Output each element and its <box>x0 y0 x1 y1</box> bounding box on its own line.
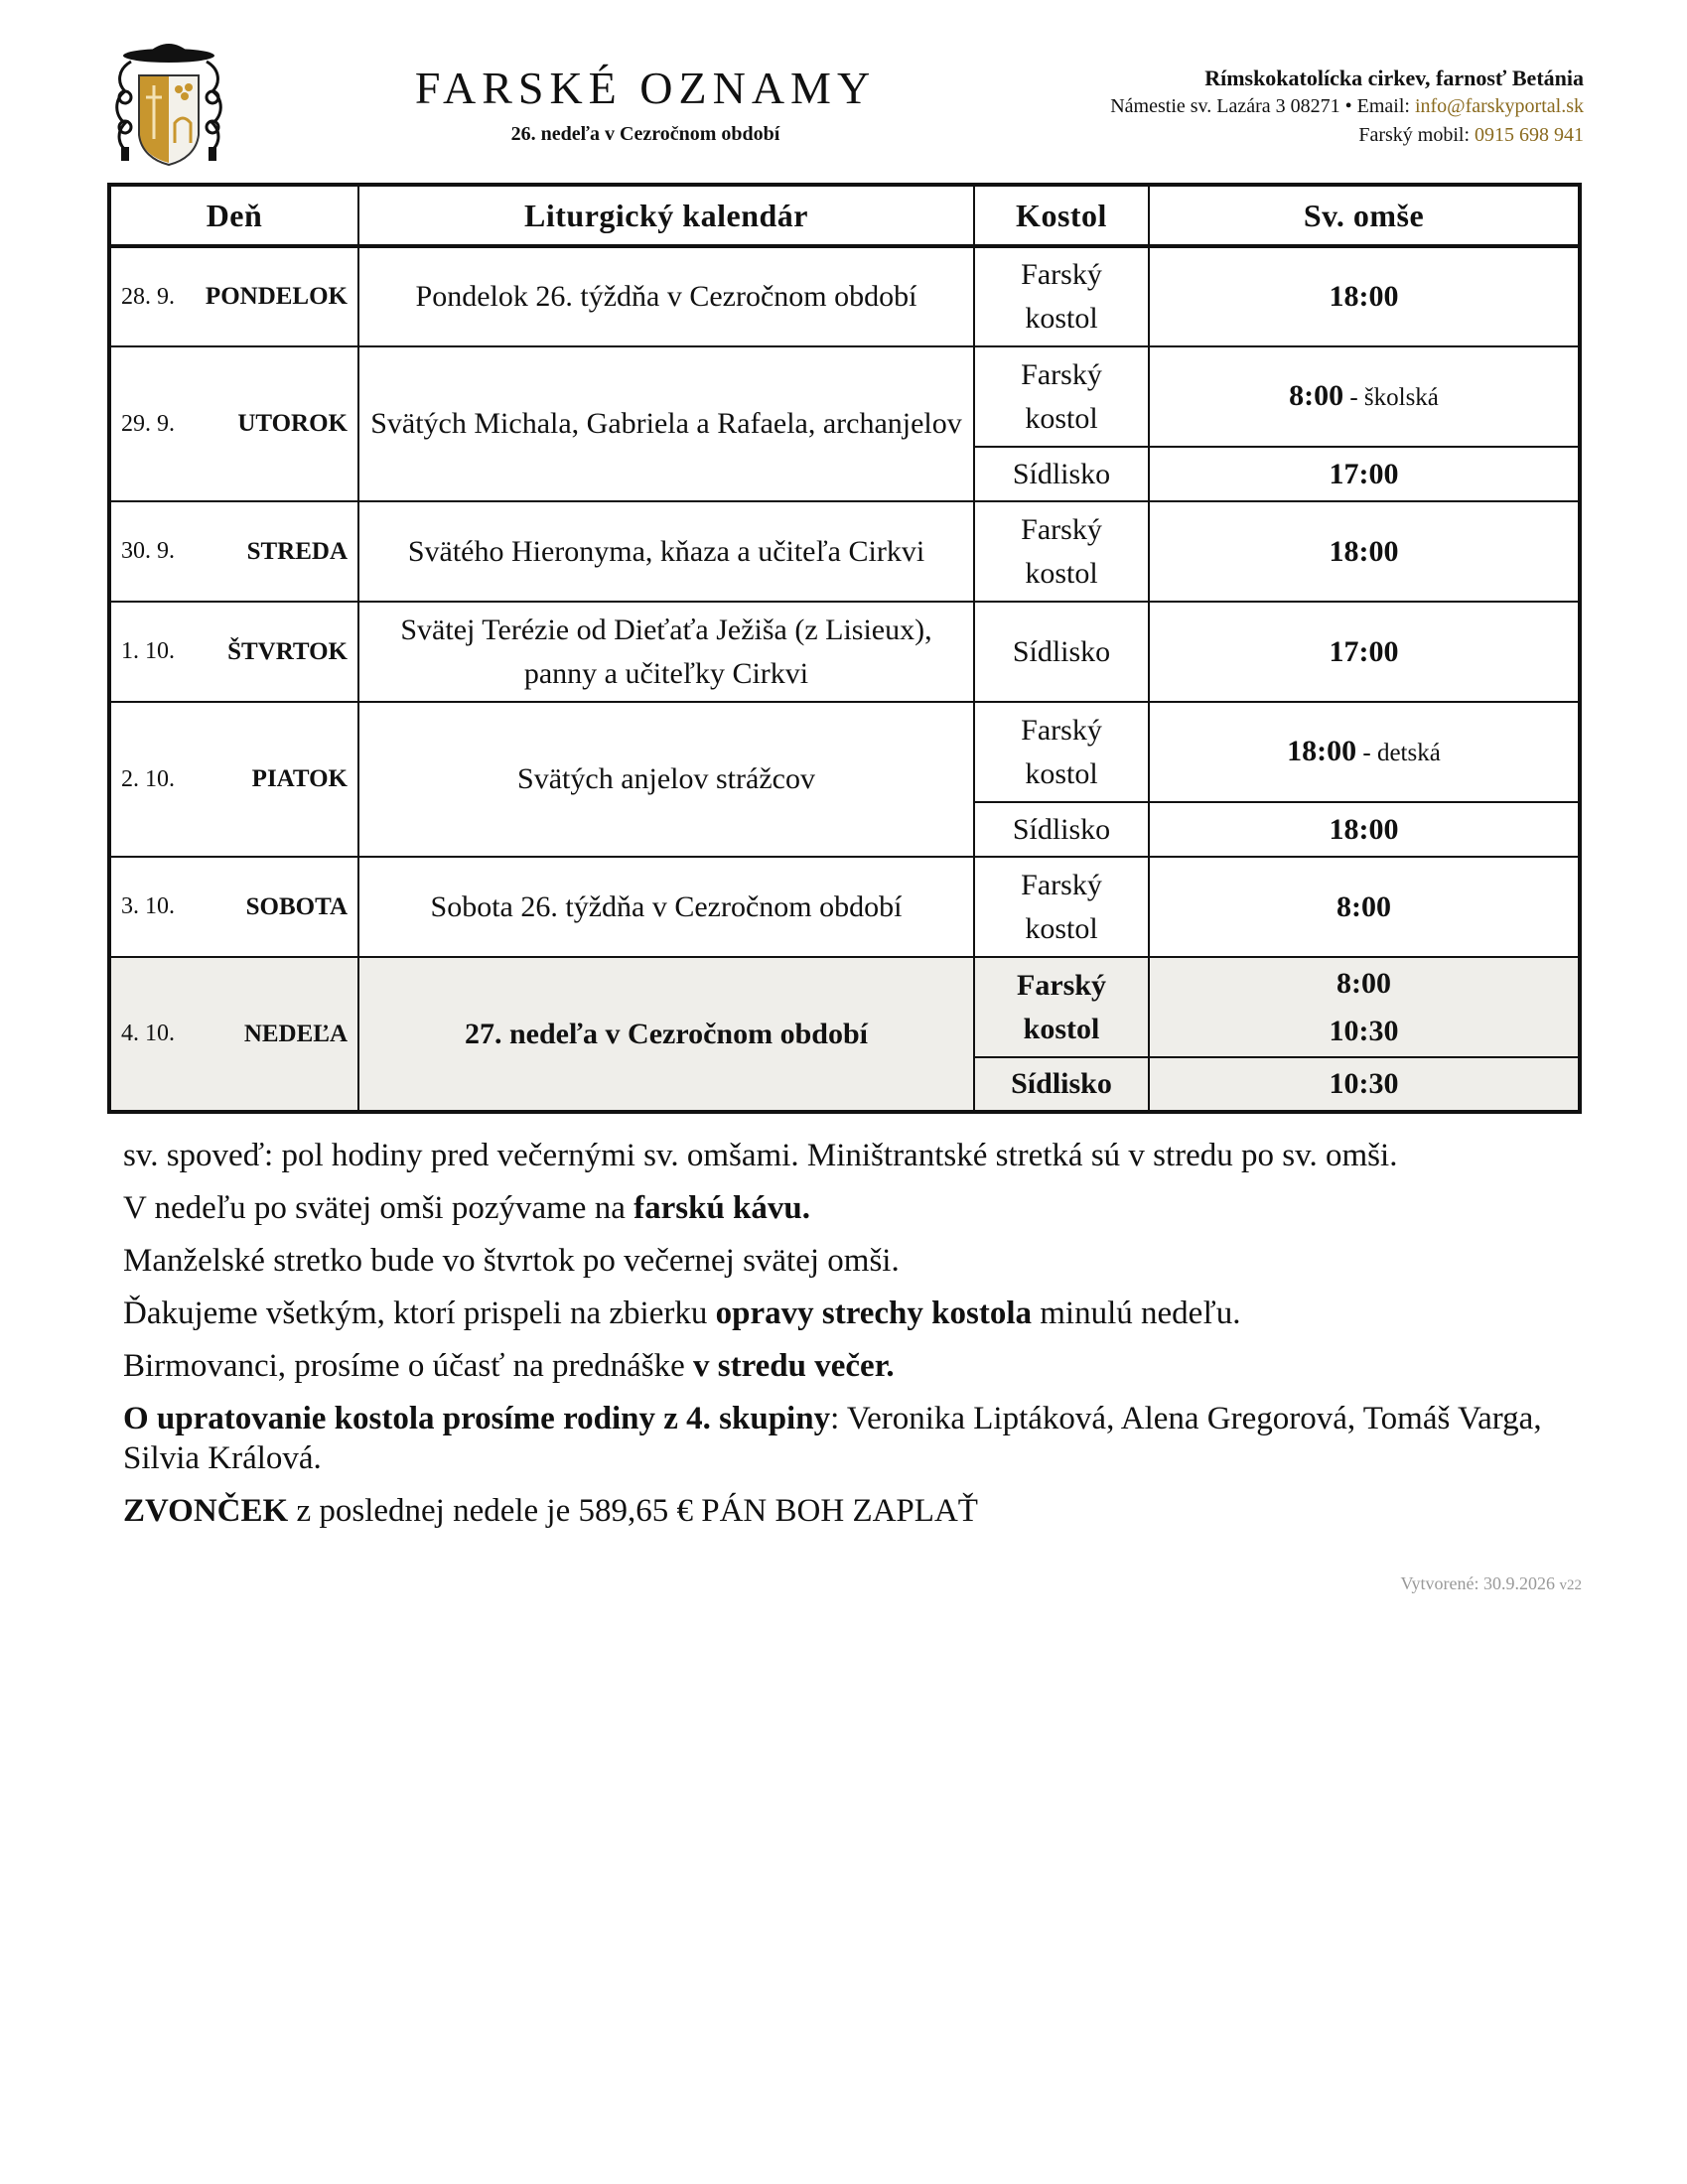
church-cell: Farský kostol <box>974 957 1149 1057</box>
page-title: FARSKÉ OZNAMY <box>414 63 877 113</box>
parish-info <box>1110 64 1584 150</box>
table-row <box>109 246 1580 346</box>
parish-mobile-line <box>1110 121 1584 150</box>
table-header-row <box>109 185 1580 246</box>
mass-time-cell <box>1149 957 1580 1057</box>
notice-text: minulú nedeľu. <box>1032 1296 1241 1331</box>
mass-time-cell <box>1149 857 1580 957</box>
parish-name: Rímskokatolícka cirkev, farnosť Betánia <box>1204 66 1584 90</box>
church-cell: Sídlisko <box>974 802 1149 857</box>
mass-time: 10:30 <box>1329 1067 1399 1100</box>
notice-highlight: opravy strechy kostola <box>715 1296 1032 1331</box>
parish-coat-of-arms-icon <box>103 40 234 171</box>
liturgy-cell: Svätej Terézie od Dieťaťa Ježiša (z Lisieux), panny a učiteľky Cirkvi <box>358 602 974 702</box>
table-row <box>109 702 1580 802</box>
mass-time-cell <box>1149 1057 1580 1112</box>
table-row <box>109 602 1580 702</box>
table-row <box>109 957 1580 1057</box>
notice-text: Birmovanci, prosíme o účasť na prednáške <box>123 1348 694 1384</box>
liturgy-cell: Svätého Hieronyma, kňaza a učiteľa Cirkvi <box>358 501 974 602</box>
mass-time: 8:00 <box>1336 966 1391 1000</box>
day-name: NEDEĽA <box>243 1020 348 1047</box>
day-date: 30. 9. <box>121 538 175 564</box>
mass-time: 8:00 <box>1336 889 1391 923</box>
mass-time: 18:00 <box>1329 534 1399 568</box>
notice-text: z poslednej nedele je 589,65 € PÁN BOH ZAPLAŤ <box>288 1493 978 1529</box>
mass-time: 18:00 <box>1329 812 1399 846</box>
day-cell <box>109 857 358 957</box>
church-cell: Farský kostol <box>974 702 1149 802</box>
day-name: PONDELOK <box>205 283 348 310</box>
version-label: v22 <box>1559 1577 1582 1593</box>
day-cell <box>109 246 358 346</box>
mass-time-cell <box>1149 346 1580 447</box>
header-masses: Sv. omše <box>1149 185 1580 246</box>
church-cell: Farský kostol <box>974 246 1149 346</box>
day-date: 1. 10. <box>121 638 175 664</box>
liturgy-cell: Pondelok 26. týždňa v Cezročnom období <box>358 246 974 346</box>
day-cell <box>109 346 358 501</box>
day-date: 4. 10. <box>121 1021 175 1046</box>
notice-coffee <box>123 1188 1583 1228</box>
table-row <box>109 346 1580 447</box>
day-cell <box>109 702 358 857</box>
notice-text: V nedeľu po svätej omši pozývame na <box>123 1190 634 1226</box>
header-church: Kostol <box>974 185 1149 246</box>
church-cell: Sídlisko <box>974 447 1149 501</box>
created-footer <box>1401 1573 1582 1594</box>
day-cell <box>109 602 358 702</box>
mass-time: 8:00 <box>1289 378 1344 412</box>
notice-highlight: O upratovanie kostola prosíme rodiny z 4. skupiny <box>123 1401 831 1436</box>
day-date: 3. 10. <box>121 893 175 919</box>
church-cell: Sídlisko <box>974 602 1149 702</box>
mass-note: - detská <box>1356 739 1441 766</box>
mass-time-cell <box>1149 702 1580 802</box>
notice-confession: sv. spoveď: pol hodiny pred večernými sv. omšami. Miništrantské stretká sú v stredu po sv. omši. <box>123 1138 1398 1173</box>
notice-cleaning <box>123 1399 1583 1478</box>
page-subtitle: 26. nedeľa v Cezročnom období <box>510 123 780 145</box>
day-name: PIATOK <box>251 765 348 792</box>
day-date: 28. 9. <box>121 283 175 310</box>
mass-time-cell <box>1149 246 1580 346</box>
notice-confirmation <box>123 1346 1583 1386</box>
day-name: STREDA <box>246 537 348 565</box>
notice-highlight: ZVONČEK <box>123 1493 289 1529</box>
church-cell: Farský kostol <box>974 501 1149 602</box>
notice-highlight: v stredu večer. <box>693 1348 895 1384</box>
liturgy-cell: Svätých Michala, Gabriela a Rafaela, archanjelov <box>358 346 974 501</box>
mass-time: 17:00 <box>1329 457 1399 490</box>
announcements <box>123 1136 1583 1544</box>
notice-text: Ďakujeme všetkým, ktorí prispeli na zbierku <box>123 1296 716 1331</box>
mass-note: - školská <box>1343 383 1439 411</box>
email-link[interactable]: info@farskyportal.sk <box>1414 95 1584 117</box>
church-cell: Sídlisko <box>974 1057 1149 1112</box>
day-date: 29. 9. <box>121 410 175 437</box>
day-cell <box>109 957 358 1112</box>
notice-thanks <box>123 1294 1583 1333</box>
mass-time-cell <box>1149 501 1580 602</box>
mobile-label: Farský mobil: <box>1358 124 1475 146</box>
mass-time: 18:00 <box>1287 734 1357 767</box>
mass-time-second: 10:30 <box>1329 1014 1399 1047</box>
notice-highlight: farskú kávu. <box>633 1190 810 1226</box>
notice-text: : Veronika Liptáková, Alena Gregorová, Tomáš Varga, Silvia Králová. <box>123 1401 1542 1476</box>
mass-time-cell <box>1149 602 1580 702</box>
table-row <box>109 857 1580 957</box>
liturgy-cell: 27. nedeľa v Cezročnom období <box>358 957 974 1112</box>
church-cell: Farský kostol <box>974 346 1149 447</box>
day-name: SOBOTA <box>245 892 348 920</box>
day-name: ŠTVRTOK <box>227 637 348 665</box>
notice-collection <box>123 1491 1583 1531</box>
parish-address: Námestie sv. Lazára 3 08271 • Email: <box>1110 95 1415 117</box>
liturgy-cell: Svätých anjelov strážcov <box>358 702 974 857</box>
notice-marriage: Manželské stretko bude vo štvrtok po večernej svätej omši. <box>123 1243 900 1279</box>
day-cell <box>109 501 358 602</box>
mass-time-cell <box>1149 447 1580 501</box>
day-name: UTOROK <box>237 410 348 437</box>
day-date: 2. 10. <box>121 765 175 792</box>
mass-schedule-table <box>107 183 1582 1114</box>
created-date: Vytvorené: 30.9.2026 <box>1400 1573 1560 1593</box>
mobile-number: 0915 698 941 <box>1475 124 1584 146</box>
table-row <box>109 501 1580 602</box>
liturgy-cell: Sobota 26. týždňa v Cezročnom období <box>358 857 974 957</box>
header-day: Deň <box>109 185 358 246</box>
header-liturgy: Liturgický kalendár <box>358 185 974 246</box>
parish-address-line <box>1110 92 1584 121</box>
mass-time: 17:00 <box>1329 634 1399 668</box>
mass-time-cell <box>1149 802 1580 857</box>
mass-time: 18:00 <box>1329 280 1399 313</box>
church-cell: Farský kostol <box>974 857 1149 957</box>
